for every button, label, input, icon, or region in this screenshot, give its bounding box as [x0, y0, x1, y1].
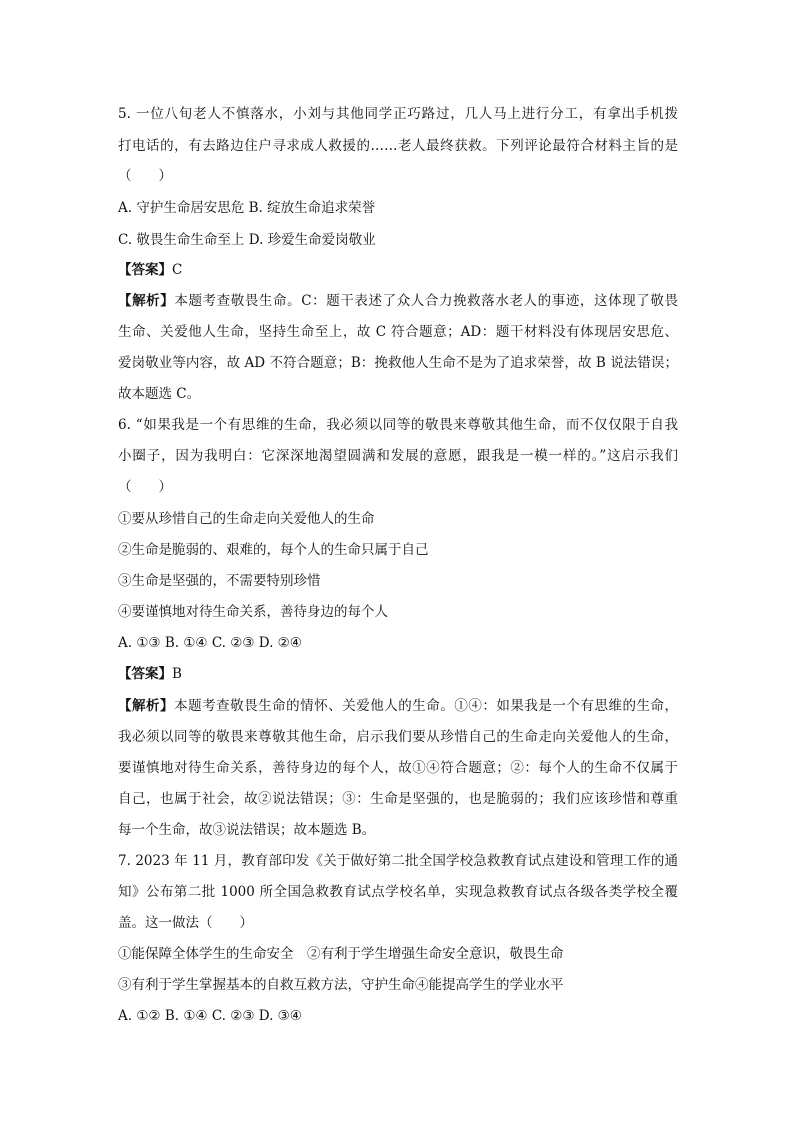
q5-stem-line-2: 打电话的，有去路边住户寻求成人救援的……老人最终获救。下列评论最符合材料主旨的是 [118, 138, 678, 154]
q5-stem-line-3: （ ） [118, 168, 172, 184]
q6-answer-value: B [172, 666, 182, 682]
q5-option-line-1: A. 守护生命居安思危 B. 绽放生命追求荣誉 [118, 200, 376, 216]
q6-options: A. ①③ B. ①④ C. ②③ D. ②④ [118, 635, 302, 651]
q7-statement-line-2: ③有利于学生掌握基本的自救互救方法，守护生命④能提高学生的学业水平 [118, 977, 564, 993]
q6-statement-1: ①要从珍惜自己的生命走向关爱他人的生命 [118, 511, 375, 527]
q5-answer [118, 260, 678, 280]
q6-analysis-line-2: 我必须以同等的敬畏来尊敬其他生命，启示我们要从珍惜自己的生命走向关爱他人的生命， [118, 729, 678, 745]
q7-statement-line-1: ①能保障全体学生的生命安全 ②有利于学生增强生命安全意识，敬畏生命 [118, 946, 564, 962]
q5-analysis-text-1: 本题考查敬畏生命。C：题干表述了众人合力挽救落水老人的事迹，这体现了敬畏 [174, 293, 678, 309]
q6-answer-label: 【答案】 [118, 666, 172, 682]
q6-statement-4: ④要谨慎地对待生命关系，善待身边的每个人 [118, 604, 388, 620]
q6-statement-3: ③生命是坚强的，不需要特别珍惜 [118, 573, 321, 589]
q5-answer-value: C [172, 262, 183, 278]
q6-stem-line-1: 6. “如果我是一个有思维的生命，我必须以同等的敬畏来尊敬其他生命，而不仅仅限于自我 [118, 417, 678, 433]
q5-option-line-2: C. 敬畏生命生命至上 D. 珍爱生命爱岗敬业 [118, 232, 376, 248]
q5-answer-label: 【答案】 [118, 262, 172, 278]
q5-analysis-line-3: 爱岗敬业等内容，故 AD 不符合题意；B：挽救他人生命不是为了追求荣誉，故 B 说法错误； [118, 355, 678, 371]
q6-analysis-line-4: 自己，也属于社会，故②说法错误；③：生命是坚强的，也是脆弱的；我们应该珍惜和尊重 [118, 791, 678, 807]
q5-analysis-label: 【解析】 [118, 293, 175, 309]
q6-stem-line-3: （ ） [118, 479, 172, 495]
q6-analysis-line-5: 每一个生命，故③说法错误；故本题选 B。 [118, 822, 376, 838]
q7-stem-line-3: 盖。这一做法（ ） [118, 915, 253, 931]
q7-options: A. ①② B. ①④ C. ②③ D. ③④ [118, 1008, 302, 1024]
q5-stem-line-1: 5. 一位八旬老人不慎落水，小刘与其他同学正巧路过，几人马上进行分工，有拿出手机拨 [118, 106, 678, 122]
q6-analysis-text-1: 本题考查敬畏生命的情怀、关爱他人的生命。①④：如果我是一个有思维的生命， [174, 698, 678, 714]
q7-stem-line-1: 7. 2023 年 11 月，教育部印发《关于做好第二批全国学校急救教育试点建设和管理工作的通 [118, 853, 678, 869]
q6-analysis-label: 【解析】 [118, 698, 175, 714]
q6-statement-2: ②生命是脆弱的、艰难的，每个人的生命只属于自己 [118, 542, 429, 558]
q7-stem-line-2: 知》公布第二批 1000 所全国急救教育试点学校名单，实现急救教育试点各级各类学校全覆 [118, 884, 678, 900]
q6-answer [118, 664, 678, 684]
q5-analysis-line-2: 生命、关爱他人生命，坚持生命至上，故 C 符合题意；AD：题干材料没有体现居安思危、 [118, 324, 678, 340]
q6-analysis-line-1 [118, 696, 678, 716]
q6-analysis-line-3: 要谨慎地对待生命关系，善待身边的每个人，故①④符合题意；②：每个人的生命不仅属于 [118, 760, 678, 776]
q5-analysis-line-1 [118, 291, 678, 311]
q6-stem-line-2: 小圈子，因为我明白：它深深地渴望圆满和发展的意愿，跟我是一模一样的。”这启示我们 [118, 448, 678, 464]
q5-analysis-line-4: 故本题选 C。 [118, 386, 201, 402]
